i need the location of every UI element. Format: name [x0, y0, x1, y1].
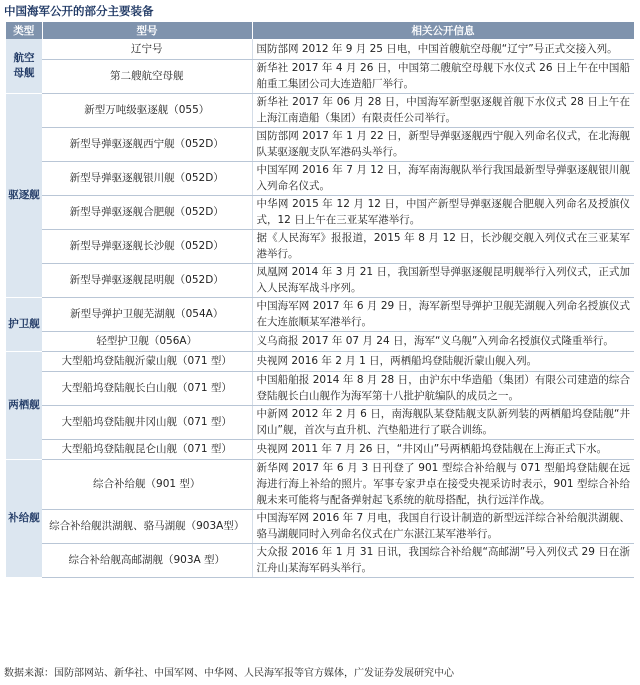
model-cell: 综合补给舰（901 型） [42, 459, 252, 509]
table-row [6, 127, 634, 161]
table-row [6, 509, 634, 543]
table-row [6, 59, 634, 93]
model-cell: 新型导弹驱逐舰长沙舰（052D） [42, 229, 252, 263]
info-cell: 中国军网 2016 年 7 月 12 日，海军南海舰队举行我国最新型导弹驱逐舰银川舰入列命名仪式。 [252, 161, 634, 195]
table-row [6, 297, 634, 331]
table-header-row [6, 22, 634, 39]
equipment-type-cell: 补给舰 [6, 459, 42, 577]
table-row [6, 351, 634, 371]
model-cell: 新型万吨级驱逐舰（055） [42, 93, 252, 127]
model-cell: 大型船坞登陆舰长白山舰（071 型） [42, 371, 252, 405]
model-cell: 大型船坞登陆舰沂蒙山舰（071 型） [42, 351, 252, 371]
equipment-type-cell: 护卫舰 [6, 297, 42, 351]
info-cell: 凤凰网 2014 年 3 月 21 日，我国新型导弹驱逐舰昆明舰举行入列仪式，正式加入人民海军战斗序列。 [252, 263, 634, 297]
model-cell: 新型导弹护卫舰芜湖舰（054A） [42, 297, 252, 331]
info-cell: 中国海军网 2017 年 6 月 29 日，海军新型导弹护卫舰芜湖舰入列命名授旗仪式在大连旅顺某军港举行。 [252, 297, 634, 331]
header-info: 相关公开信息 [252, 22, 634, 39]
equipment-type-cell: 驱逐舰 [6, 93, 42, 297]
info-cell: 央视网 2011 年 7 月 26 日，“井冈山”号两栖船坞登陆舰在上海正式下水。 [252, 439, 634, 459]
model-cell: 辽宁号 [42, 39, 252, 59]
table-row [6, 405, 634, 439]
equipment-table [6, 22, 635, 578]
info-cell: 新华网 2017 年 6 月 3 日刊登了 901 型综合补给舰与 071 型船坞登陆舰在远海进行海上补给的照片。军事专家尹卓在接受央视采访时表示，901 型综合补给舰未来可能将与配备弹射起飞系统的航母搭配，执行远洋作战。 [252, 459, 634, 509]
model-cell: 综合补给舰高邮湖舰（903A 型） [42, 543, 252, 577]
info-cell: 新华社 2017 年 06 月 28 日，中国海军新型驱逐舰首舰下水仪式 28 日上午在上海江南造船（集团）有限责任公司举行。 [252, 93, 634, 127]
model-cell: 轻型护卫舰（056A） [42, 331, 252, 351]
table-row [6, 93, 634, 127]
table-row [6, 195, 634, 229]
info-cell: 国防部网 2012 年 9 月 25 日电，中国首艘航空母舰“辽宁”号正式交接入列。 [252, 39, 634, 59]
info-cell: 中国船舶报 2014 年 8 月 28 日，由沪东中华造船（集团）有限公司建造的综合登陆舰长白山舰作为海军第十八批护航编队的成员之一。 [252, 371, 634, 405]
table-row [6, 543, 634, 577]
model-cell: 新型导弹驱逐舰昆明舰（052D） [42, 263, 252, 297]
model-cell: 新型导弹驱逐舰银川舰（052D） [42, 161, 252, 195]
equipment-type-cell: 两栖舰 [6, 351, 42, 459]
header-type: 类型 [6, 22, 42, 39]
info-cell: 义乌商报 2017 年 07 月 24 日，海军“义乌舰”入列命名授旗仪式隆重举行。 [252, 331, 634, 351]
data-source-note: 数据来源：国防部网站、新华社、中国军网、中华网、人民海军报等官方媒体，广发证券发展研究中心 [4, 668, 454, 679]
info-cell: 国防部网 2017 年 1 月 22 日，新型导弹驱逐舰西宁舰入列命名仪式，在北海舰队某驱逐舰支队军港码头举行。 [252, 127, 634, 161]
info-cell: 央视网 2016 年 2 月 1 日，两栖船坞登陆舰沂蒙山舰入列。 [252, 351, 634, 371]
model-cell: 综合补给舰洪湖舰、骆马湖舰（903A型） [42, 509, 252, 543]
model-cell: 新型导弹驱逐舰西宁舰（052D） [42, 127, 252, 161]
equipment-type-cell: 航空 母舰 [6, 39, 42, 93]
table-row [6, 459, 634, 509]
model-cell: 大型船坞登陆舰井冈山舰（071 型） [42, 405, 252, 439]
table-row [6, 371, 634, 405]
model-cell: 大型船坞登陆舰昆仑山舰（071 型） [42, 439, 252, 459]
table-row [6, 331, 634, 351]
table-row [6, 439, 634, 459]
info-cell: 中新网 2012 年 2 月 6 日，南海舰队某登陆舰支队新列装的两栖船坞登陆舰“井冈山”舰，首次与直升机、汽垫船进行了联合训练。 [252, 405, 634, 439]
header-model: 型号 [42, 22, 252, 39]
info-cell: 中华网 2015 年 12 月 12 日，中国产新型导弹驱逐舰合肥舰入列命名及授旗仪式，12 日上午在三亚某军港举行。 [252, 195, 634, 229]
table-row [6, 161, 634, 195]
info-cell: 中国海军网 2016 年 7 月电，我国自行设计制造的新型远洋综合补给舰洪湖舰、骆马湖舰同时入列命名仪式在广东湛江某军港举行。 [252, 509, 634, 543]
table-row [6, 39, 634, 59]
info-cell: 大众报 2016 年 1 月 31 日讯，我国综合补给舰“高邮湖”号入列仪式 29 日在浙江舟山某海军码头举行。 [252, 543, 634, 577]
table-row [6, 263, 634, 297]
model-cell: 第二艘航空母舰 [42, 59, 252, 93]
model-cell: 新型导弹驱逐舰合肥舰（052D） [42, 195, 252, 229]
info-cell: 据《人民海军》报报道，2015 年 8 月 12 日，长沙舰交舰入列仪式在三亚某军港举行。 [252, 229, 634, 263]
page-title: 中国海军公开的部分主要装备 [4, 4, 154, 18]
info-cell: 新华社 2017 年 4 月 26 日，中国第二艘航空母舰下水仪式 26 日上午在中国船舶重工集团公司大连造船厂举行。 [252, 59, 634, 93]
table-row [6, 229, 634, 263]
